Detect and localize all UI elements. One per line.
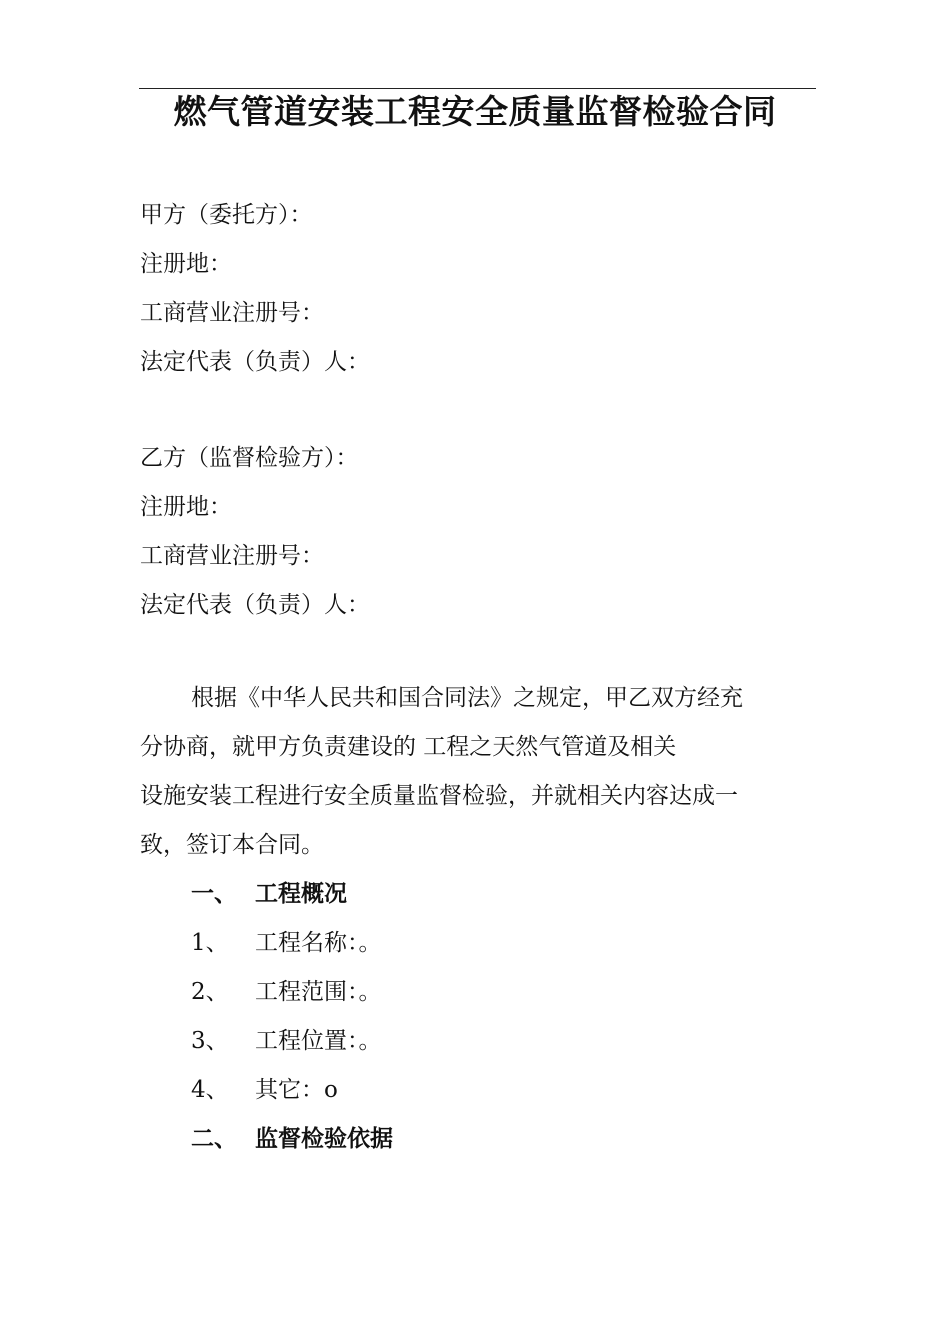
party-b-business-reg-no: 工商营业注册号： <box>140 543 324 569</box>
list-item <box>0 928 950 958</box>
party-b-label: 乙方（监督检验方）： <box>140 445 359 471</box>
section-heading-1 <box>0 879 950 909</box>
item-number: 1、 <box>191 930 229 956</box>
preamble-line: 设施安装工程进行安全质量监督检验，并就相关内容达成一 <box>140 783 738 809</box>
section-number: 二、 <box>191 1126 237 1152</box>
item-text: 工程位置：。 <box>255 1028 382 1054</box>
section-title: 工程概况 <box>255 881 347 907</box>
item-number: 4、 <box>191 1077 229 1103</box>
item-number: 3、 <box>191 1028 229 1054</box>
item-number: 2、 <box>191 979 229 1005</box>
section-number: 一、 <box>191 881 237 907</box>
section-title: 监督检验依据 <box>255 1126 393 1152</box>
document-title: 燃气管道安装工程安全质量监督检验合同 <box>173 92 777 131</box>
list-item <box>0 1075 950 1105</box>
list-item <box>0 1026 950 1056</box>
item-text: 其它：o <box>255 1077 338 1103</box>
party-a-label: 甲方（委托方）： <box>140 202 313 228</box>
list-item <box>0 977 950 1007</box>
party-b-registered-address: 注册地： <box>140 494 232 520</box>
party-a-registered-address: 注册地： <box>140 251 232 277</box>
party-a-business-reg-no: 工商营业注册号： <box>140 300 324 326</box>
section-heading-2 <box>0 1124 950 1154</box>
party-b-legal-rep: 法定代表（负责）人： <box>140 592 370 618</box>
party-a-legal-rep: 法定代表（负责）人： <box>140 349 370 375</box>
preamble-line: 致，签订本合同。 <box>140 832 324 858</box>
item-text: 工程范围：。 <box>255 979 382 1005</box>
item-text: 工程名称：。 <box>255 930 382 956</box>
preamble-line: 根据《中华人民共和国合同法》之规定，甲乙双方经充 <box>191 685 743 711</box>
preamble-line: 分协商，就甲方负责建设的 工程之天然气管道及相关 <box>140 734 677 760</box>
